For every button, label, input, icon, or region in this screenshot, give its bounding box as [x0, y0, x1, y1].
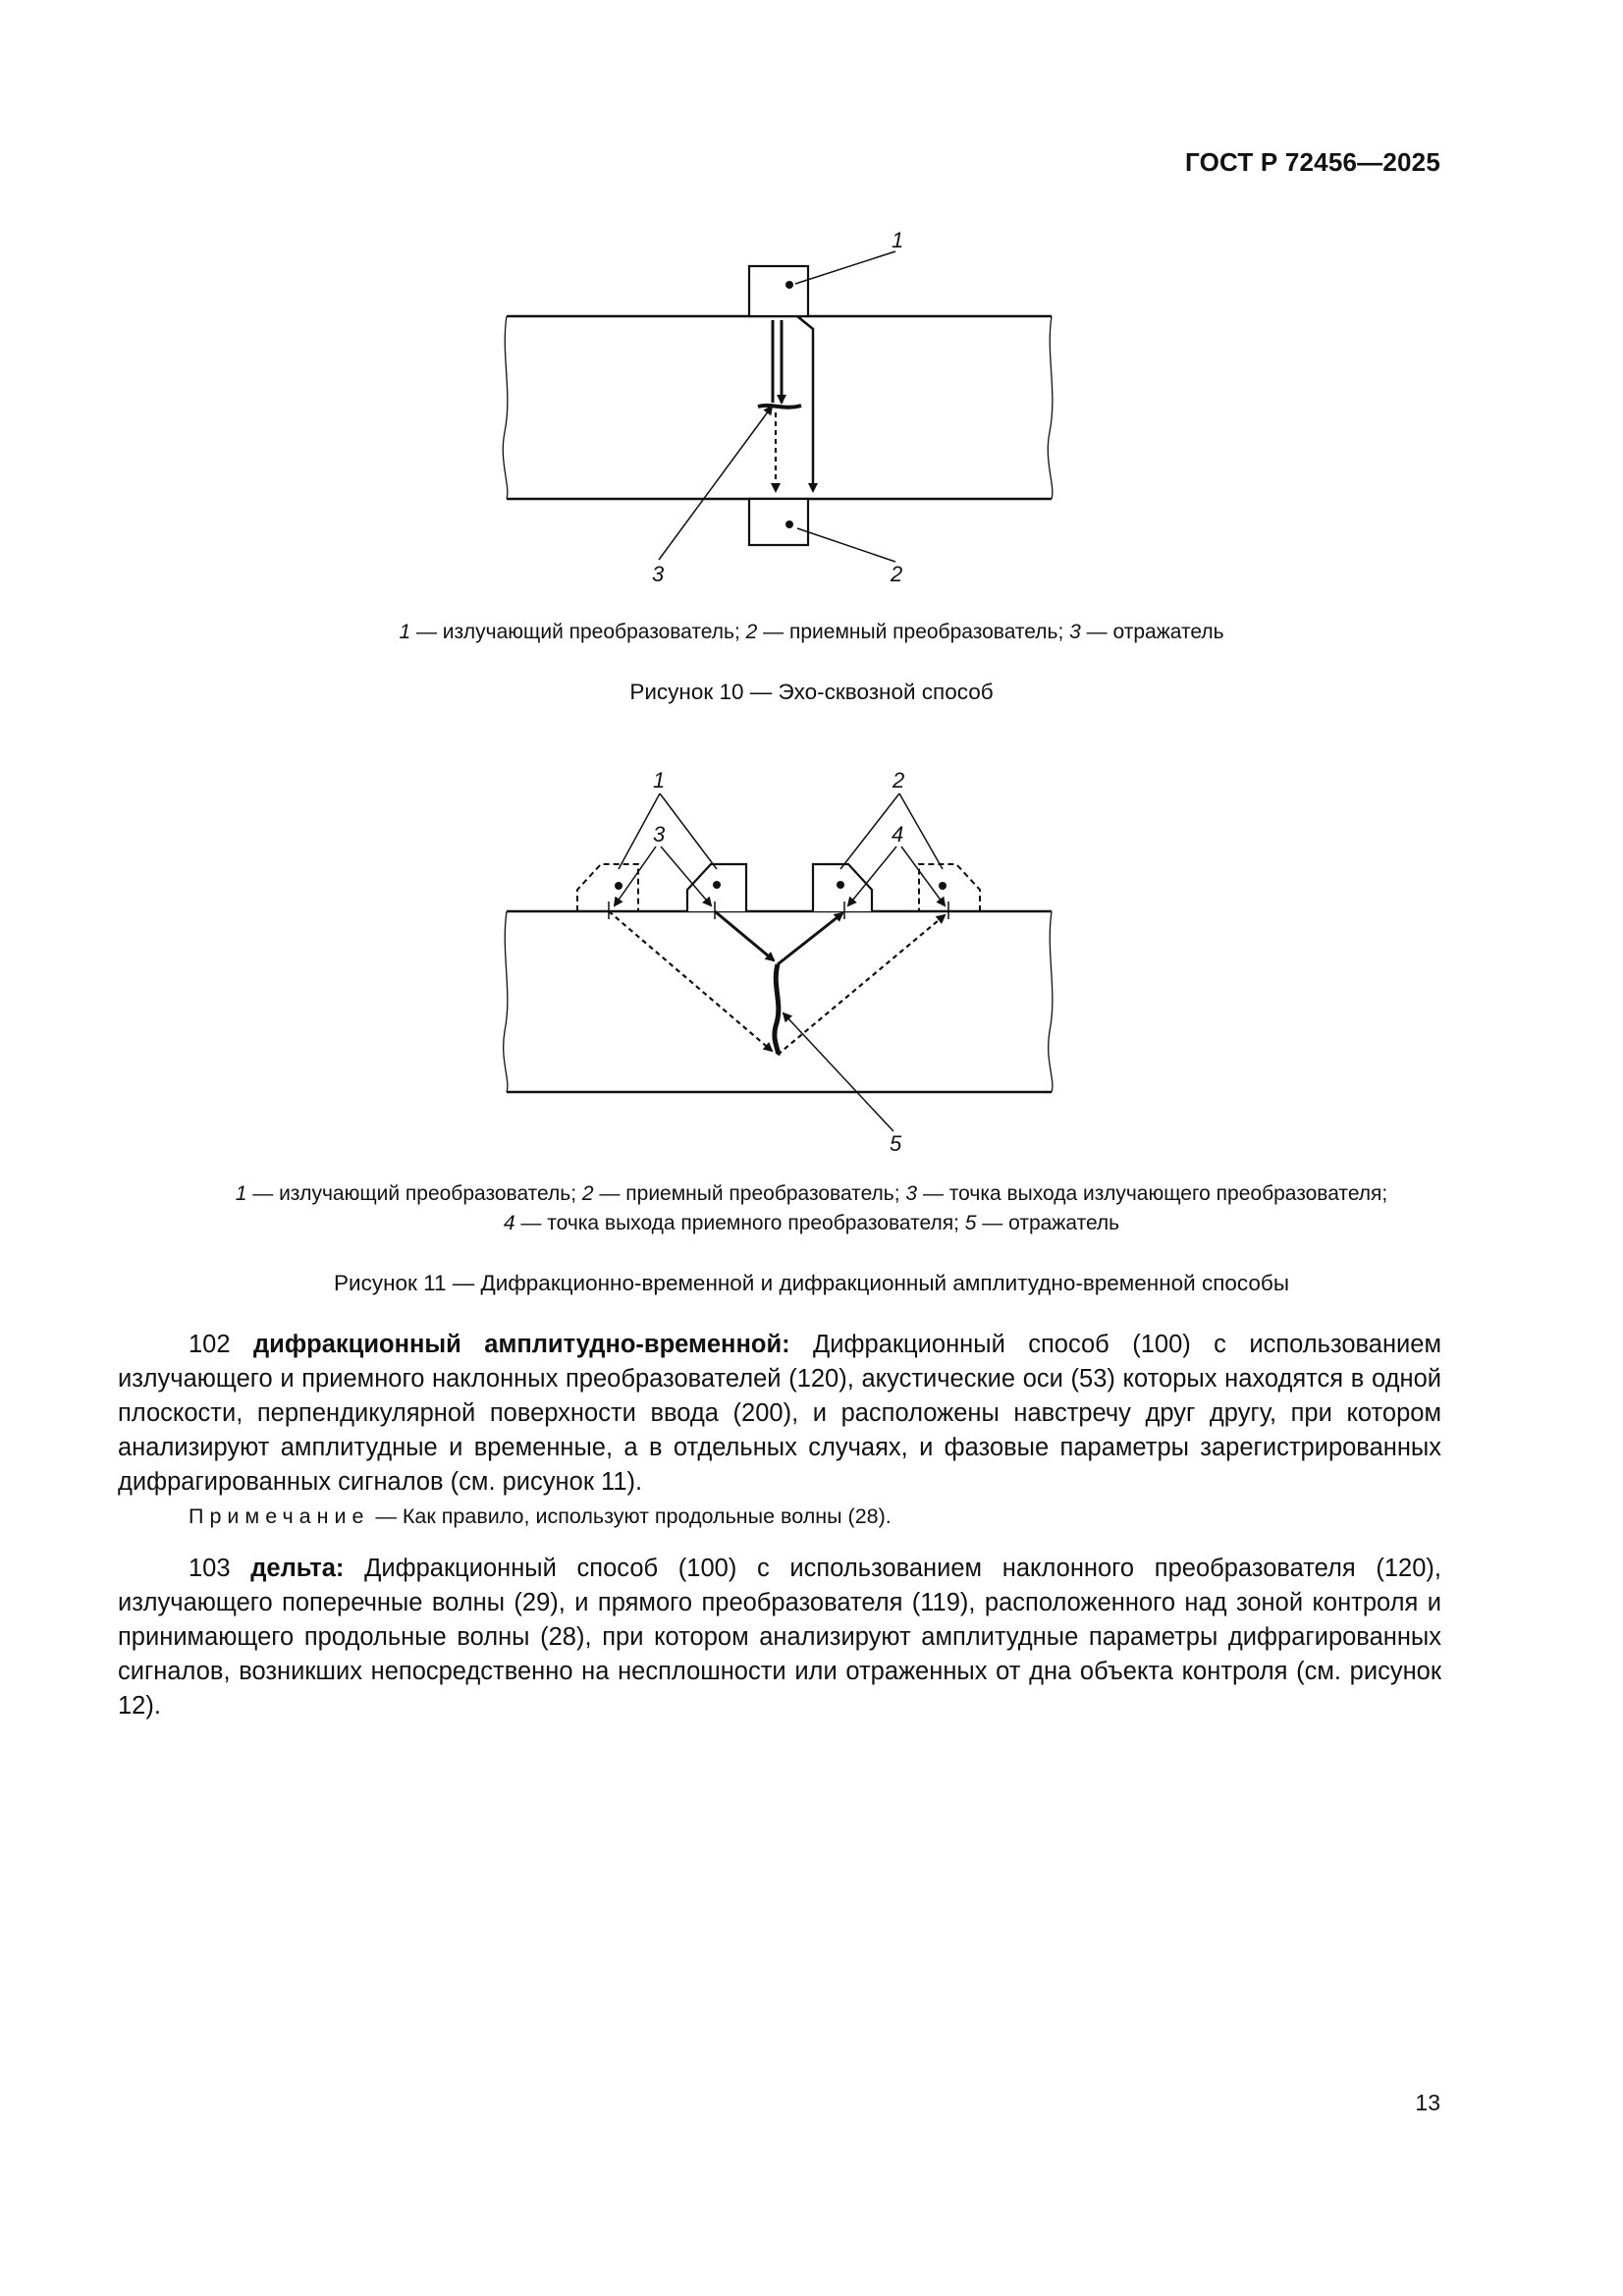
figure-11-legend-line-2: 4 — точка выхода приемного преобразователя; 5 — отражатель [503, 1212, 1120, 1234]
reflector [775, 964, 779, 1055]
figure-11-legend-line-1: 1 — излучающий преобразователь; 2 — приемный преобразователь; 3 — точка выхода излучающего преобразователя; [235, 1182, 1388, 1205]
term-103-number: 103 [189, 1555, 251, 1582]
term-102-paragraph [118, 1328, 1441, 1500]
fig10-label-1: 1 [892, 228, 904, 252]
fig10-label-3: 3 [652, 562, 665, 586]
receiving-transducer [749, 499, 808, 545]
figure-10-diagram [0, 0, 1623, 629]
note-text: — Как правило, используют продольные волны (28). [369, 1504, 892, 1528]
receiver-alt-position [919, 864, 980, 911]
note [189, 1504, 892, 1529]
reflector [758, 406, 801, 408]
figure-11-diagram [0, 746, 1623, 1169]
term-103-term: дельта: [250, 1555, 345, 1582]
emitting-transducer [749, 266, 808, 316]
fig11-label-3: 3 [653, 822, 666, 847]
term-102-term: дифракционный амплитудно-временной: [252, 1331, 790, 1358]
fig11-label-5: 5 [890, 1131, 902, 1156]
term-103-paragraph [118, 1552, 1441, 1723]
term-102-number: 102 [189, 1331, 253, 1358]
fig11-label-2: 2 [893, 768, 905, 793]
fig11-label-4: 4 [892, 822, 904, 847]
fig10-label-2: 2 [891, 562, 903, 586]
note-label: Примечание [189, 1504, 370, 1528]
plate-right-break [1048, 316, 1053, 499]
figure-11-caption: Рисунок 11 — Дифракционно-временной и дифракционный амплитудно-временной способы [334, 1271, 1289, 1295]
term-103-definition: Дифракционный способ (100) с использованием наклонного преобразователя (120), излучающего поперечные волны (29), и прямого преобразователя (119), расположенного над зоной контроля и принимающего продольные волны (28), при котором анализируют амплитудные параметры дифрагированных сигналов, возникших непосредственно на несплошности или отраженных от дна объекта контроля (см. рисунок 12). [118, 1555, 1441, 1720]
figure-10-caption: Рисунок 10 — Эхо-сквозной способ [629, 680, 994, 704]
plate-left-break [503, 316, 508, 499]
term-102-definition: Дифракционный способ (100) с использованием излучающего и приемного наклонных преобразователей (120), акустические оси (53) которых находятся в одной плоскости, перпендикулярной поверхности ввода (200), и расположены навстречу друг другу, при котором анализируют амплитудные и временные, а в отдельных случаях, и фазовые параметры зарегистрированных дифрагированных сигналов (см. рисунок 11). [118, 1331, 1441, 1496]
page-number: 13 [1415, 2090, 1440, 2115]
fig11-label-1: 1 [653, 768, 666, 793]
emitter-alt-position [577, 864, 638, 911]
document-number: ГОСТ Р 72456—2025 [1185, 147, 1440, 177]
figure-10-legend: 1 — излучающий преобразователь; 2 — приемный преобразователь; 3 — отражатель [399, 621, 1224, 643]
